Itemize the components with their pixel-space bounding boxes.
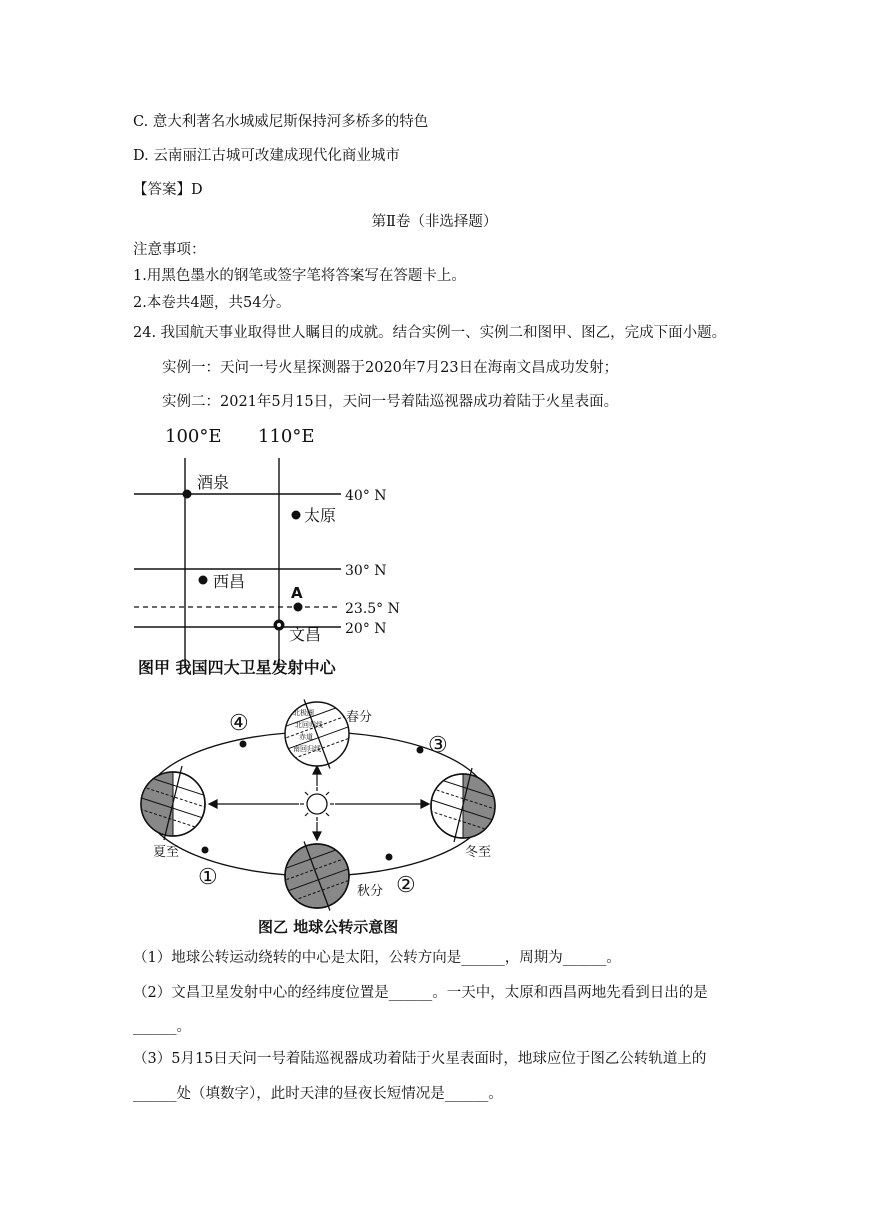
figure-b-orbit xyxy=(0,690,869,940)
point-a-dot xyxy=(294,603,303,612)
point-a-label: A xyxy=(291,584,303,602)
earth-spring xyxy=(273,697,359,771)
winter-label: 冬至 xyxy=(465,845,492,860)
lat-40-label: 40° N xyxy=(345,488,387,504)
position-4-label: ④ xyxy=(229,711,249,736)
option-c: C. 意大利著名水城威尼斯保持河多桥多的特色 xyxy=(133,114,429,130)
sub-question-3-line2: ______处（填数字），此时天津的昼夜长短情况是______。 xyxy=(133,1086,503,1102)
sun-icon xyxy=(300,787,334,821)
jiuquan-dot xyxy=(183,490,192,499)
lat-30-label: 30° N xyxy=(345,563,387,579)
xichang-label: 西昌 xyxy=(213,572,246,591)
question-24: 24. 我国航天事业取得世人瞩目的成就。结合实例一、实例二和图甲、图乙，完成下面小题。 xyxy=(133,325,727,341)
notes-title: 注意事项： xyxy=(133,242,206,258)
note-2: 2.本卷共4题，共54分。 xyxy=(133,295,291,311)
position-2-label: ② xyxy=(396,873,416,898)
case-one: 实例一：天问一号火星探测器于2020年7月23日在海南文昌成功发射； xyxy=(162,360,619,376)
earth-summer xyxy=(130,766,216,840)
position-1-label: ① xyxy=(198,865,218,890)
lat-20-label: 20° N xyxy=(345,621,387,637)
figure-b-caption: 图乙 地球公转示意图 xyxy=(258,918,399,936)
wenchang-label: 文昌 xyxy=(289,625,322,644)
position-3-label: ③ xyxy=(428,733,448,758)
xichang-dot xyxy=(199,576,208,585)
answer-line: 【答案】D xyxy=(133,182,203,198)
option-d: D. 云南丽江古城可改建成现代化商业城市 xyxy=(133,148,400,164)
sub-question-2-line2: ______。 xyxy=(133,1019,191,1035)
sub-question-2-line1: （2）文昌卫星发射中心的经纬度位置是______。一天中，太原和西昌两地先看到日出的是 xyxy=(133,985,708,1001)
svg-text:南回归线: 南回归线 xyxy=(293,745,321,753)
spring-label: 春分 xyxy=(346,710,373,725)
note-1: 1.用黑色墨水的钢笔或签字笔将答案写在答题卡上。 xyxy=(133,268,466,284)
taiyuan-label: 太原 xyxy=(304,506,337,525)
sub-question-1: （1）地球公转运动绕转的中心是太阳，公转方向是______，周期为______。 xyxy=(133,950,621,966)
autumn-label: 秋分 xyxy=(357,884,384,899)
earth-winter xyxy=(420,768,506,842)
lon-110-label: 110°E xyxy=(258,426,315,447)
case-two: 实例二：2021年5月15日，天问一号着陆巡视器成功着陆于火星表面。 xyxy=(162,394,619,410)
earth-autumn xyxy=(273,839,359,913)
figure-a-caption: 图甲 我国四大卫星发射中心 xyxy=(138,658,336,677)
lon-100-label: 100°E xyxy=(165,426,222,447)
figure-a-map xyxy=(0,420,869,680)
summer-label: 夏至 xyxy=(153,845,180,860)
svg-text:赤道: 赤道 xyxy=(299,733,313,741)
section-title: 第Ⅱ卷（非选择题） xyxy=(371,214,498,230)
sub-question-3-line1: （3）5月15日天问一号着陆巡视器成功着陆于火星表面时，地球应位于图乙公转轨道上的 xyxy=(133,1051,707,1067)
svg-text:北回归线: 北回归线 xyxy=(295,721,323,729)
jiuquan-label: 酒泉 xyxy=(197,473,230,492)
svg-text:北极圈: 北极圈 xyxy=(293,709,314,717)
taiyuan-dot xyxy=(292,511,301,520)
lat-23-5-label: 23.5° N xyxy=(345,601,400,617)
